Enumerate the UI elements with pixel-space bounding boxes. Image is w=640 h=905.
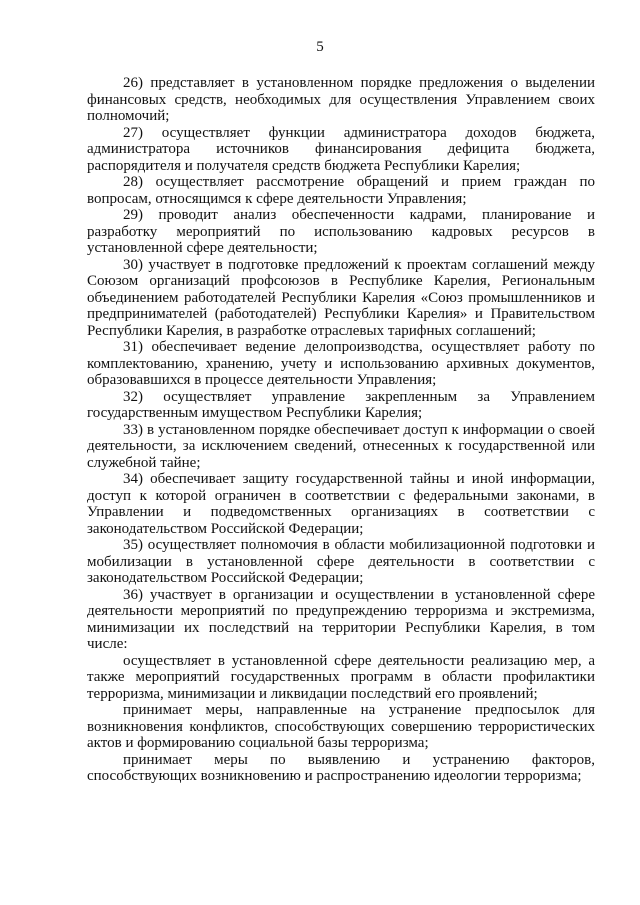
- paragraph-31: 31) обеспечивает ведение делопроизводства, осуществляет работу по комплектованию, хранению, учету и использованию архивных документов, образовавшихся в процессе деятельности Управления;: [87, 339, 595, 388]
- paragraph-33: 33) в установленном порядке обеспечивает доступ к информации о своей деятельности, за исключением сведений, отнесенных к государственной или служебной тайне;: [87, 421, 595, 471]
- paragraph-28: 28) осуществляет рассмотрение обращений и прием граждан по вопросам, относящимся к сфере деятельности Управления;: [87, 174, 595, 207]
- paragraph-29: 29) проводит анализ обеспеченности кадрами, планирование и разработку мероприятий по использованию кадровых ресурсов в установленной сфере деятельности;: [87, 207, 595, 256]
- paragraph-32: 32) осуществляет управление закрепленным за Управлением государственным имуществом Республики Карелия;: [87, 388, 595, 421]
- subparagraph-36-2: принимает меры, направленные на устранение предпосылок для возникновения конфликтов, способствующих совершению террористических актов и формированию социальной базы терроризма;: [87, 702, 595, 751]
- paragraph-36: 36) участвует в организации и осуществлении в установленной сфере деятельности мероприятий по предупреждению терроризма и экстремизма, минимизации их последствий на территории Республики Карелия, в том числе:: [87, 586, 595, 652]
- paragraph-27: 27) осуществляет функции администратора доходов бюджета, администратора источников финансирования дефицита бюджета, распорядителя и получателя средств бюджета Республики Карелия;: [87, 124, 595, 174]
- page-number: 5: [316, 39, 324, 55]
- paragraph-34: 34) обеспечивает защиту государственной тайны и иной информации, доступ к которой ограничен в соответствии с федеральными законами, в Управлении и подведомственных организациях в соответствии с законодательством Российской Федерации;: [87, 471, 595, 537]
- paragraph-26: 26) представляет в установленном порядке предложения о выделении финансовых средств, необходимых для осуществления Управлением своих полномочий;: [87, 75, 595, 124]
- subparagraph-36-1: осуществляет в установленной сфере деятельности реализацию мер, а также мероприятий государственных программ в области профилактики терроризма, минимизации и ликвидации последствий его проявлений;: [87, 652, 595, 702]
- subparagraph-36-3: принимает меры по выявлению и устранению факторов, способствующих возникновению и распространению идеологии терроризма;: [87, 751, 595, 784]
- paragraph-30: 30) участвует в подготовке предложений к проектам соглашений между Союзом организаций профсоюзов в Республике Карелия, Региональным объединением работодателей Республики Карелия «Союз промышленников и предпринимателей (работодателей) Республики Карелия» и Правительством Республики Карелия, в разработке отраслевых тарифных соглашений;: [87, 256, 595, 339]
- paragraph-35: 35) осуществляет полномочия в области мобилизационной подготовки и мобилизации в установленной сфере деятельности в соответствии с законодательством Российской Федерации;: [87, 537, 595, 586]
- document-body: [87, 75, 595, 785]
